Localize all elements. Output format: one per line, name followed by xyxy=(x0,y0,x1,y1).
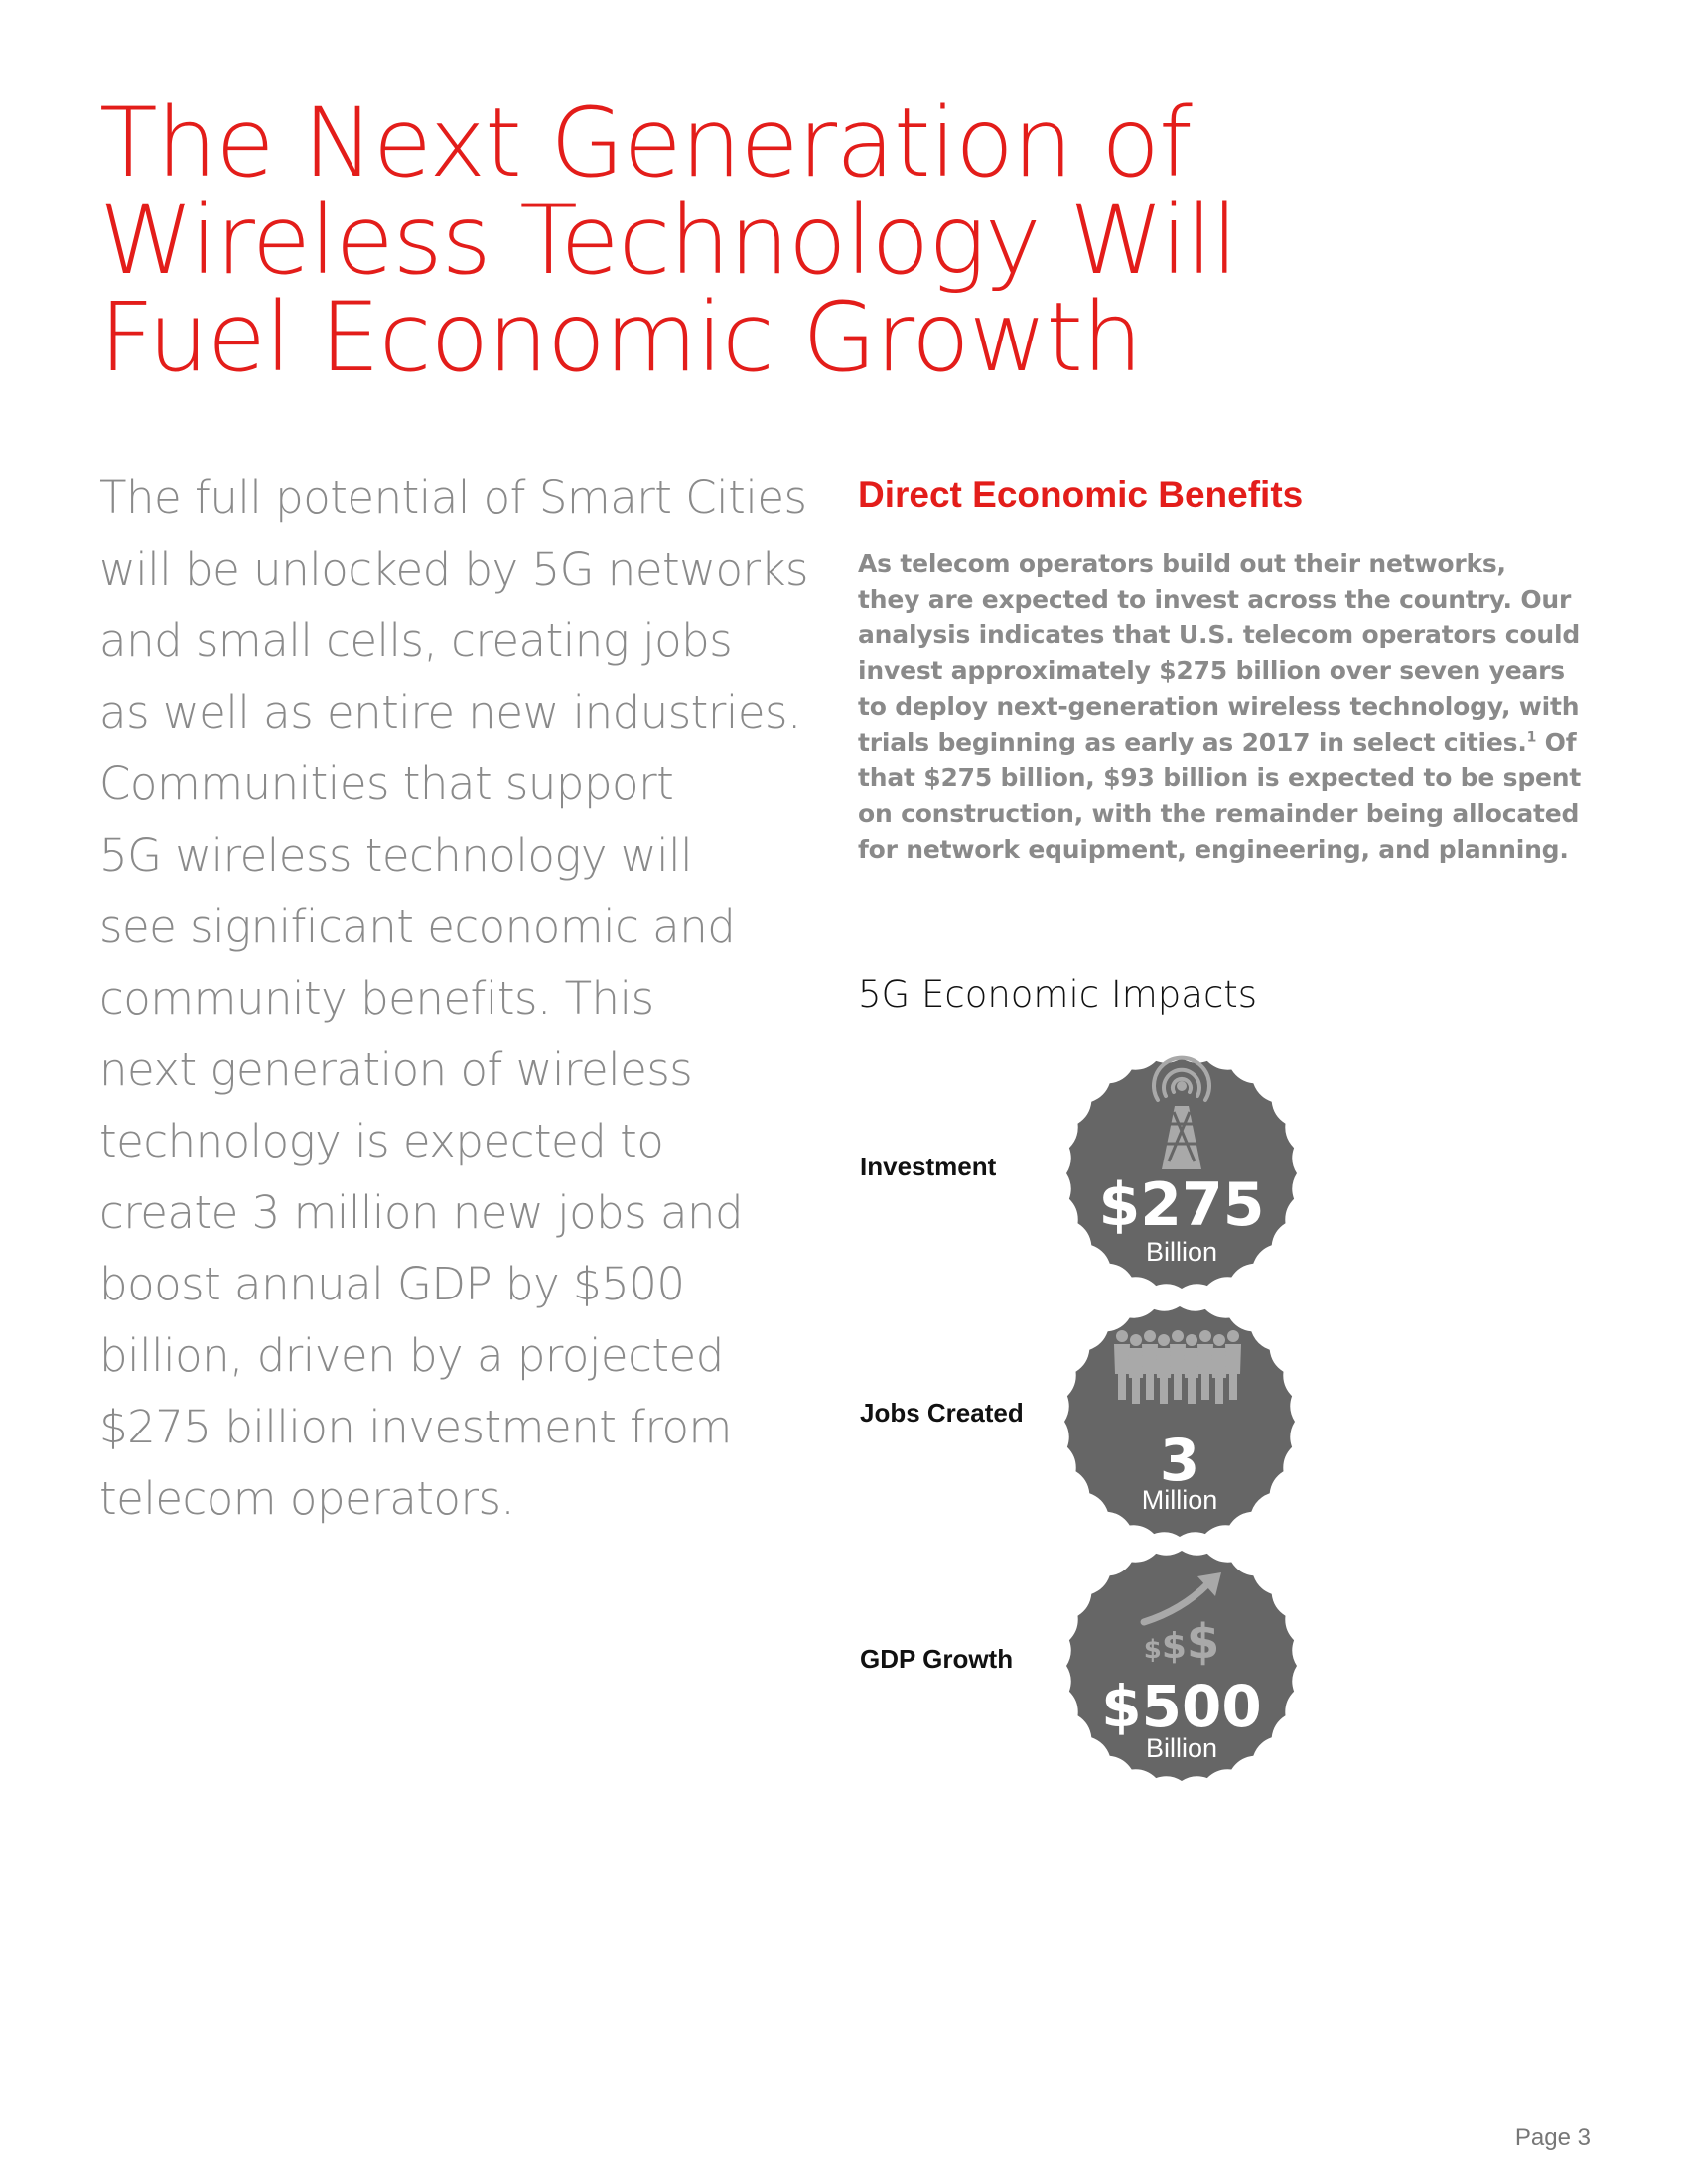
body-line: they are expected to invest across the country. Our xyxy=(858,585,1572,614)
page-number: Page 3 xyxy=(1514,2124,1591,2151)
lede-line: 5G wireless technology will xyxy=(99,829,693,882)
page-title xyxy=(99,87,1390,393)
body-line: on construction, with the remainder being allocated xyxy=(858,799,1580,828)
title-line: The Next Generation of xyxy=(99,87,1192,199)
lede-line: telecom operators. xyxy=(99,1472,515,1525)
body-line-text: trials beginning as early as 2017 in select cities. xyxy=(858,728,1527,756)
impacts-title: 5G Economic Impacts xyxy=(858,973,1258,1016)
jobs-badge xyxy=(1060,1302,1299,1541)
investment-badge xyxy=(1062,1054,1301,1293)
title-line: Fuel Economic Growth xyxy=(99,282,1142,393)
direct-benefits-heading: Direct Economic Benefits xyxy=(858,475,1304,515)
lede-line: Communities that support xyxy=(99,757,674,810)
impact-label-jobs: Jobs Created xyxy=(860,1398,1024,1428)
lede-line: create 3 million new jobs and xyxy=(99,1186,744,1239)
body-line: that $275 billion, $93 billion is expected to be spent xyxy=(858,763,1582,792)
body-line: for network equipment, engineering, and planning. xyxy=(858,835,1569,864)
investment-unit: Billion xyxy=(1145,1237,1218,1267)
lede-line: billion, driven by a projected xyxy=(99,1329,724,1382)
investment-value: $275 xyxy=(1098,1170,1265,1240)
direct-benefits-body xyxy=(858,546,1582,868)
body-line: As telecom operators build out their networks, xyxy=(858,549,1506,578)
jobs-value: 3 xyxy=(1159,1427,1200,1494)
lede-line: as well as entire new industries. xyxy=(99,686,801,739)
lede-line: technology is expected to xyxy=(99,1115,664,1167)
svg-text:$$$: $$$ xyxy=(1143,1614,1220,1670)
gdp-badge xyxy=(1062,1547,1301,1785)
lede-line: community benefits. This xyxy=(99,972,654,1024)
lede-line: boost annual GDP by $500 xyxy=(99,1258,685,1310)
lede-line: and small cells, creating jobs xyxy=(99,614,733,667)
body-line xyxy=(858,725,1577,760)
footnote-mark: 1 xyxy=(1526,729,1537,746)
impact-label-investment: Investment xyxy=(860,1152,997,1181)
body-line: analysis indicates that U.S. telecom operators could xyxy=(858,620,1581,649)
title-line: Wireless Technology Will xyxy=(99,185,1237,296)
lede-line: $275 billion investment from xyxy=(99,1401,732,1453)
lede-line: The full potential of Smart Cities xyxy=(99,472,807,524)
gdp-value: $500 xyxy=(1101,1673,1262,1740)
jobs-unit: Million xyxy=(1141,1485,1218,1515)
lede-paragraph xyxy=(99,463,854,1535)
body-line: invest approximately $275 billion over seven years xyxy=(858,656,1565,685)
lede-line: will be unlocked by 5G networks xyxy=(99,543,808,596)
impact-label-gdp: GDP Growth xyxy=(860,1644,1014,1674)
body-line: to deploy next-generation wireless technology, with xyxy=(858,692,1580,721)
gdp-unit: Billion xyxy=(1145,1733,1218,1763)
lede-line: next generation of wireless xyxy=(99,1043,693,1096)
lede-line: see significant economic and xyxy=(99,900,736,953)
body-line-tail: Of xyxy=(1536,728,1577,756)
